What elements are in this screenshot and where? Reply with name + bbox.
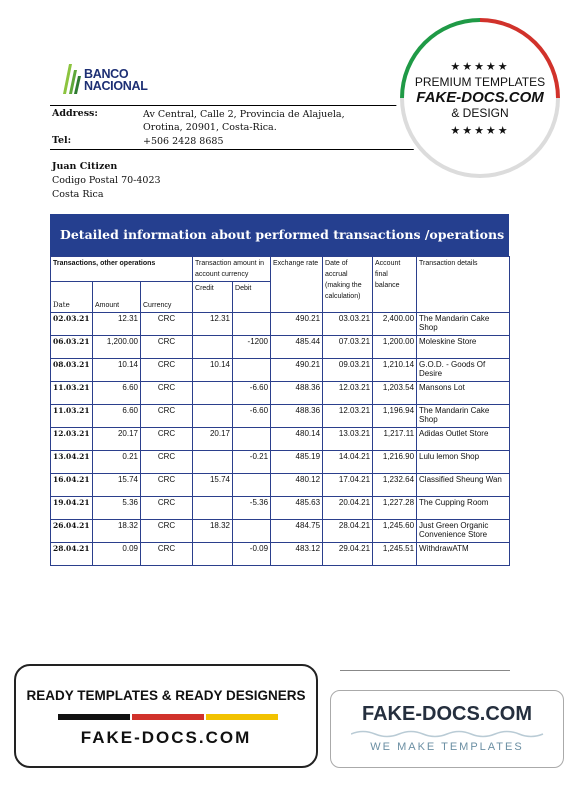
cell-accrual: 28.04.21 (323, 520, 373, 543)
cell-rate: 480.14 (271, 428, 323, 451)
cell-amount: 1,200.00 (93, 336, 141, 359)
cell-currency: CRC (141, 474, 193, 497)
cell-debit (233, 474, 271, 497)
cell-balance: 1,245.60 (373, 520, 417, 543)
we-make-templates-banner (330, 690, 564, 768)
cell-amount: 0.21 (93, 451, 141, 474)
cell-amount: 12.31 (93, 313, 141, 336)
table-row (51, 474, 510, 497)
cell-currency: CRC (141, 428, 193, 451)
cell-amount: 20.17 (93, 428, 141, 451)
cell-date: 12.03.21 (51, 428, 93, 451)
cell-debit: -6.60 (233, 382, 271, 405)
cell-balance: 1,217.11 (373, 428, 417, 451)
address-line1: Av Central, Calle 2, Provincia de Alajuela, (143, 109, 345, 120)
header-transactions: Transactions, other operations (51, 257, 193, 282)
table-row (51, 313, 510, 336)
table-title: Detailed information about performed transactions /operations (50, 214, 509, 256)
cell-balance: 1,196.94 (373, 405, 417, 428)
header-details: Transaction details (417, 257, 510, 313)
table-row (51, 405, 510, 428)
cell-currency: CRC (141, 497, 193, 520)
cell-debit: -1200 (233, 336, 271, 359)
cell-credit (193, 336, 233, 359)
cell-currency: CRC (141, 336, 193, 359)
ready-templates-banner (14, 664, 318, 768)
cell-details: Adidas Outlet Store (417, 428, 510, 451)
seal-line1: PREMIUM TEMPLATES (414, 75, 546, 89)
seal-stars-bottom: ★★★★★ (450, 125, 510, 137)
cell-amount: 6.60 (93, 405, 141, 428)
header-transaction-amount: Transaction amount in account currency (193, 257, 271, 282)
bank-logo (60, 60, 170, 98)
cell-date: 16.04.21 (51, 474, 93, 497)
cell-date: 11.03.21 (51, 405, 93, 428)
table-row (51, 428, 510, 451)
bank-name (84, 68, 148, 92)
cell-accrual: 12.03.21 (323, 382, 373, 405)
we-make-templates-text: WE MAKE TEMPLATES (370, 741, 524, 753)
cell-rate: 480.12 (271, 474, 323, 497)
flag-stripe-yellow (206, 714, 278, 720)
cell-details: Classified Sheung Wan (417, 474, 510, 497)
cell-rate: 485.63 (271, 497, 323, 520)
cell-currency: CRC (141, 405, 193, 428)
cell-credit (193, 497, 233, 520)
customer-country: Costa Rica (52, 189, 104, 200)
flag-stripe-black (58, 714, 130, 720)
header-final-balance: Account final balance (373, 257, 417, 313)
cell-debit (233, 359, 271, 382)
fake-docs-text-2: FAKE-DOCS.COM (362, 703, 532, 725)
cell-credit (193, 543, 233, 566)
cell-credit: 20.17 (193, 428, 233, 451)
bank-name-line2: NACIONAL (84, 79, 148, 93)
table-row (51, 359, 510, 382)
cell-currency: CRC (141, 359, 193, 382)
cell-rate: 490.21 (271, 359, 323, 382)
cell-rate: 488.36 (271, 405, 323, 428)
cell-credit: 18.32 (193, 520, 233, 543)
seal-line2: FAKE-DOCS.COM (416, 89, 544, 106)
cell-accrual: 07.03.21 (323, 336, 373, 359)
cell-balance: 1,227.28 (373, 497, 417, 520)
tel-value: +506 2428 8685 (143, 136, 224, 147)
table-row (51, 336, 510, 359)
cell-date: 19.04.21 (51, 497, 93, 520)
table-row (51, 451, 510, 474)
table-header-row (51, 257, 510, 282)
cell-details: G.O.D. - Goods Of Desire (417, 359, 510, 382)
seal-stars-top: ★★★★★ (450, 61, 510, 73)
cell-credit: 12.31 (193, 313, 233, 336)
cell-balance: 1,210.14 (373, 359, 417, 382)
cell-date: 26.04.21 (51, 520, 93, 543)
cell-credit (193, 451, 233, 474)
cell-accrual: 14.04.21 (323, 451, 373, 474)
cell-details: Mansons Lot (417, 382, 510, 405)
cell-balance: 1,232.64 (373, 474, 417, 497)
cell-amount: 0.09 (93, 543, 141, 566)
cell-accrual: 09.03.21 (323, 359, 373, 382)
cell-credit: 10.14 (193, 359, 233, 382)
seal-inner (404, 22, 556, 174)
cell-balance: 1,245.51 (373, 543, 417, 566)
cell-date: 08.03.21 (51, 359, 93, 382)
cell-currency: CRC (141, 520, 193, 543)
cell-rate: 483.12 (271, 543, 323, 566)
cell-accrual: 20.04.21 (323, 497, 373, 520)
cell-debit: -0.09 (233, 543, 271, 566)
cell-credit: 15.74 (193, 474, 233, 497)
cell-currency: CRC (141, 382, 193, 405)
cell-date: 11.03.21 (51, 382, 93, 405)
bottom-divider (340, 670, 510, 671)
cell-details: The Cupping Room (417, 497, 510, 520)
cell-amount: 15.74 (93, 474, 141, 497)
customer-postal: Codigo Postal 70-4023 (52, 175, 161, 186)
flag-stripe-red (132, 714, 204, 720)
cell-debit: -0.21 (233, 451, 271, 474)
wave-icon (351, 729, 545, 739)
cell-amount: 10.14 (93, 359, 141, 382)
cell-debit: -5.36 (233, 497, 271, 520)
transactions-table (50, 256, 510, 566)
cell-accrual: 29.04.21 (323, 543, 373, 566)
cell-accrual: 03.03.21 (323, 313, 373, 336)
subheader-credit: Credit (193, 282, 233, 313)
cell-debit (233, 313, 271, 336)
cell-currency: CRC (141, 313, 193, 336)
bank-logo-icon (60, 60, 82, 96)
header-exchange-rate: Exchange rate (271, 257, 323, 313)
cell-details: Lulu lemon Shop (417, 451, 510, 474)
ready-templates-text: READY TEMPLATES & READY DESIGNERS (26, 688, 306, 703)
table-row (51, 543, 510, 566)
cell-balance: 1,203.54 (373, 382, 417, 405)
tel-label: Tel: (52, 135, 72, 146)
subheader-currency: Currency (141, 282, 193, 313)
subheader-amount: Amount (93, 282, 141, 313)
cell-amount: 5.36 (93, 497, 141, 520)
table-row (51, 382, 510, 405)
cell-accrual: 17.04.21 (323, 474, 373, 497)
cell-rate: 490.21 (271, 313, 323, 336)
fake-docs-text-1: FAKE-DOCS.COM (80, 728, 252, 747)
cell-balance: 1,200.00 (373, 336, 417, 359)
customer-name: Juan Citizen (52, 161, 118, 172)
seal-line3: & DESIGN (451, 106, 509, 120)
cell-rate: 485.44 (271, 336, 323, 359)
subheader-debit: Debit (233, 282, 271, 313)
cell-details: The Mandarin Cake Shop (417, 405, 510, 428)
cell-balance: 2,400.00 (373, 313, 417, 336)
cell-rate: 488.36 (271, 382, 323, 405)
address-label: Address: (52, 108, 98, 119)
cell-debit: -6.60 (233, 405, 271, 428)
cell-credit (193, 405, 233, 428)
cell-currency: CRC (141, 543, 193, 566)
cell-date: 02.03.21 (51, 313, 93, 336)
cell-credit (193, 382, 233, 405)
cell-details: Moleskine Store (417, 336, 510, 359)
cell-amount: 6.60 (93, 382, 141, 405)
bank-name-line1: BANCO (84, 67, 129, 81)
cell-details: The Mandarin Cake Shop (417, 313, 510, 336)
address-line2: Orotina, 20901, Costa-Rica. (143, 122, 277, 133)
subheader-date: Date (51, 282, 93, 313)
cell-details: WithdrawATM (417, 543, 510, 566)
cell-details: Just Green Organic Convenience Store (417, 520, 510, 543)
table-row (51, 520, 510, 543)
table-row (51, 497, 510, 520)
cell-rate: 484.75 (271, 520, 323, 543)
cell-balance: 1,216.90 (373, 451, 417, 474)
cell-amount: 18.32 (93, 520, 141, 543)
cell-accrual: 12.03.21 (323, 405, 373, 428)
cell-accrual: 13.03.21 (323, 428, 373, 451)
cell-currency: CRC (141, 451, 193, 474)
cell-date: 28.04.21 (51, 543, 93, 566)
header-accrual-date: Date of accrual (making the calculation) (323, 257, 373, 313)
cell-date: 13.04.21 (51, 451, 93, 474)
cell-rate: 485.19 (271, 451, 323, 474)
cell-debit (233, 520, 271, 543)
cell-debit (233, 428, 271, 451)
premium-templates-seal (396, 14, 564, 182)
cell-date: 06.03.21 (51, 336, 93, 359)
